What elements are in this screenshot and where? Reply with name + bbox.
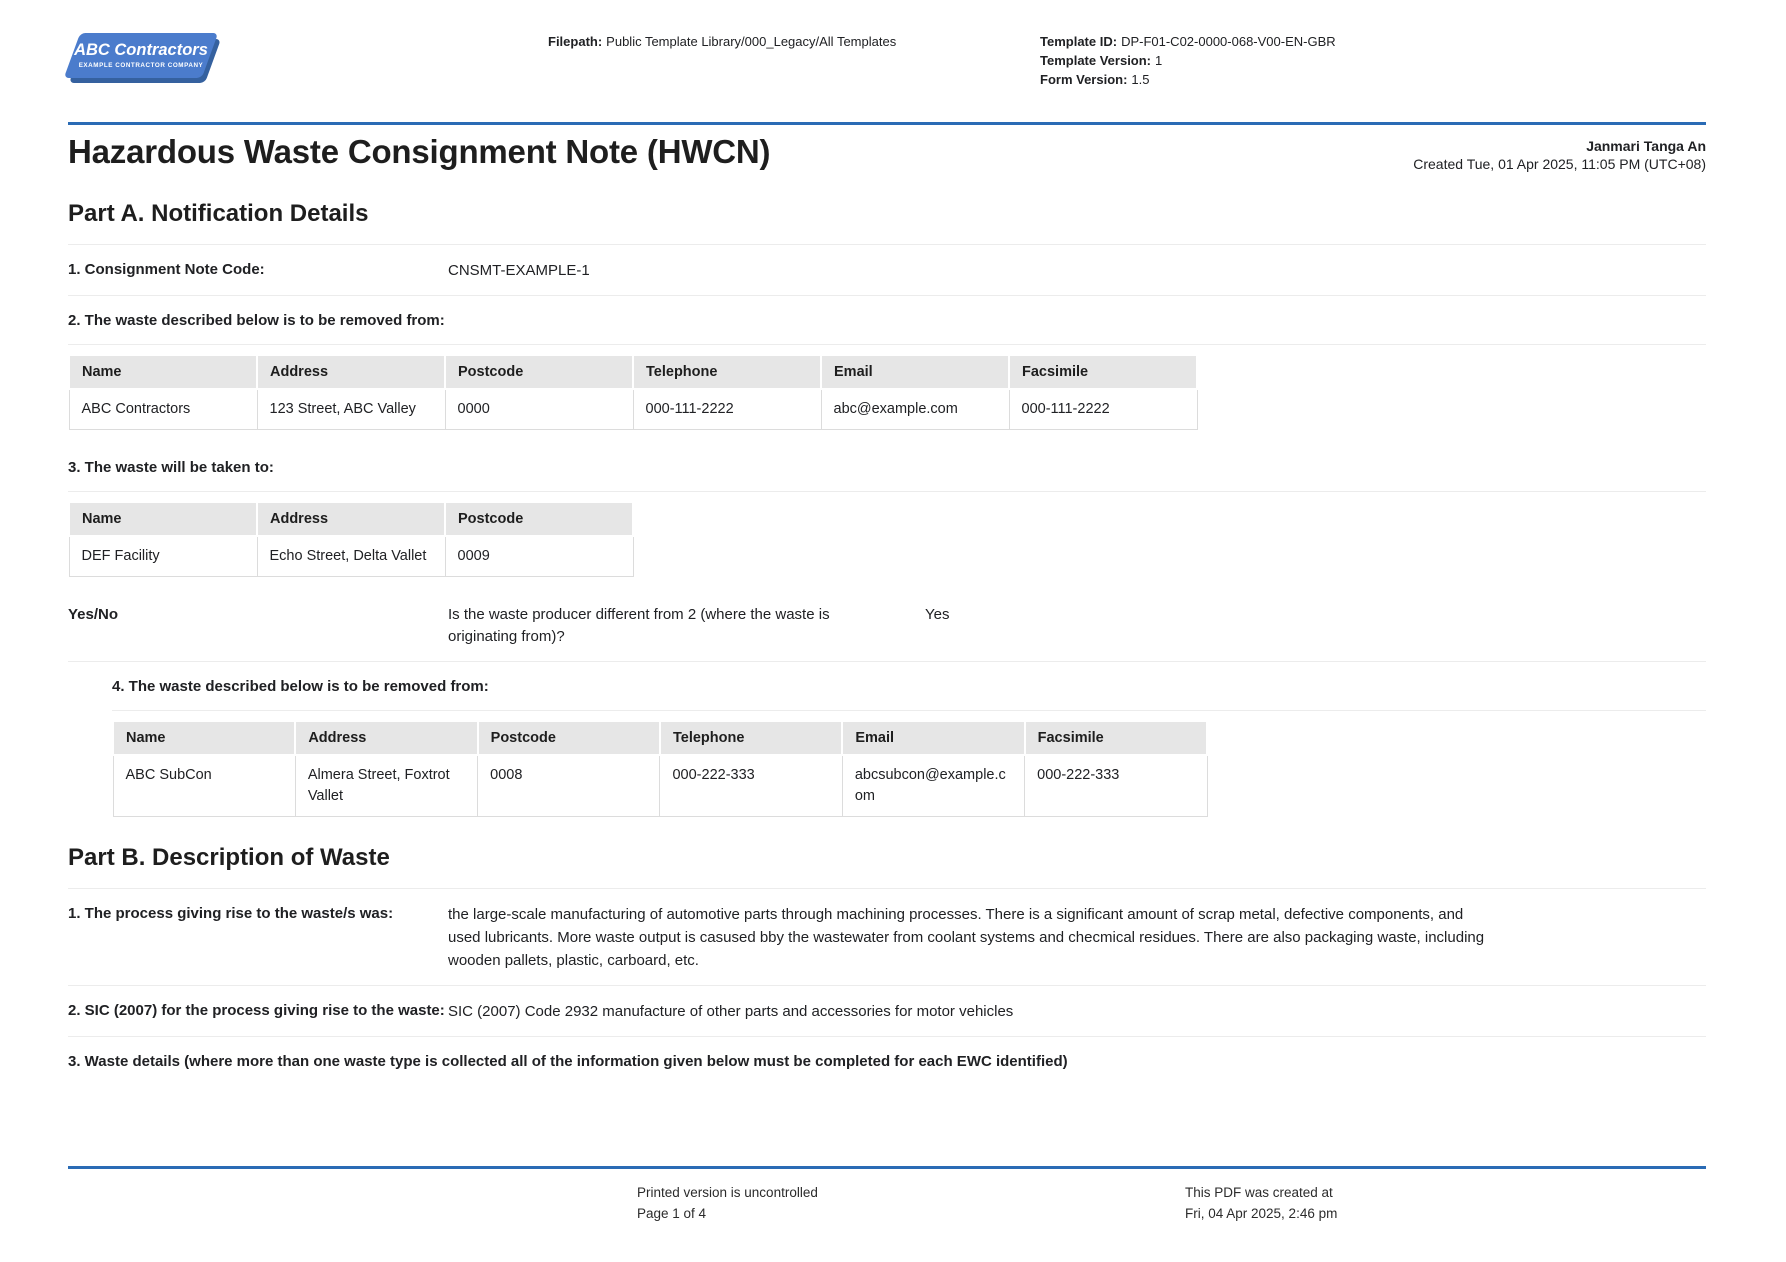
form-version-value: 1.5 bbox=[1131, 72, 1150, 87]
document-header bbox=[68, 30, 1706, 104]
cell-address: Echo Street, Delta Vallet bbox=[257, 536, 445, 577]
table-row bbox=[69, 536, 633, 577]
consignment-note-code-row bbox=[68, 245, 1706, 296]
cell-name: DEF Facility bbox=[69, 536, 257, 577]
cell-facsimile: 000-222-333 bbox=[1025, 755, 1207, 817]
cell-postcode: 0008 bbox=[478, 755, 660, 817]
filepath-value: Public Template Library/000_Legacy/All Templates bbox=[606, 34, 897, 49]
form-version-row bbox=[1040, 70, 1336, 89]
cell-telephone: 000-222-333 bbox=[660, 755, 842, 817]
template-version-value: 1 bbox=[1155, 53, 1163, 68]
sic-row bbox=[68, 986, 1706, 1037]
template-version-row bbox=[1040, 51, 1336, 70]
template-id-label: Template ID: bbox=[1040, 34, 1118, 49]
col-facsimile: Facsimile bbox=[1009, 355, 1197, 389]
creator-info bbox=[1413, 137, 1706, 173]
cell-postcode: 0000 bbox=[445, 389, 633, 430]
template-version-label: Template Version: bbox=[1040, 53, 1152, 68]
col-name: Name bbox=[69, 502, 257, 536]
taken-to-row bbox=[68, 443, 1706, 492]
filepath-label: Filepath: bbox=[548, 34, 603, 49]
form-version-label: Form Version: bbox=[1040, 72, 1128, 87]
template-id-row bbox=[1040, 32, 1336, 51]
cell-email: abcsubcon@example.com bbox=[842, 755, 1024, 817]
cell-email: abc@example.com bbox=[821, 389, 1009, 430]
yes-no-answer: Yes bbox=[925, 606, 950, 623]
footer-created-timestamp: Fri, 04 Apr 2025, 2:46 pm bbox=[1185, 1206, 1338, 1221]
consignment-note-code-label: 1. Consignment Note Code: bbox=[68, 261, 265, 278]
cell-address: 123 Street, ABC Valley bbox=[257, 389, 445, 430]
removed-from-4-row bbox=[112, 662, 1706, 711]
yes-no-question: Is the waste producer different from 2 (where the waste is originating from)? bbox=[448, 606, 830, 645]
col-address: Address bbox=[295, 721, 477, 755]
header-divider-rule bbox=[68, 122, 1706, 125]
footer-left bbox=[637, 1182, 818, 1224]
cell-facsimile: 000-111-2222 bbox=[1009, 389, 1197, 430]
template-info bbox=[1040, 32, 1336, 89]
col-address: Address bbox=[257, 355, 445, 389]
removed-from-row bbox=[68, 296, 1706, 345]
template-id-value: DP-F01-C02-0000-068-V00-EN-GBR bbox=[1121, 34, 1336, 49]
taken-to-label: 3. The waste will be taken to: bbox=[68, 459, 274, 476]
sic-label: 2. SIC (2007) for the process giving rise to the waste: bbox=[68, 1002, 445, 1019]
col-email: Email bbox=[821, 355, 1009, 389]
creator-name: Janmari Tanga An bbox=[1586, 138, 1706, 154]
filepath bbox=[548, 32, 896, 51]
yes-no-row bbox=[68, 590, 1706, 662]
table-header-row bbox=[69, 355, 1197, 389]
page-title: Hazardous Waste Consignment Note (HWCN) bbox=[68, 133, 771, 170]
consignment-note-code-value: CNSMT-EXAMPLE-1 bbox=[448, 262, 590, 279]
table-row bbox=[69, 389, 1197, 430]
col-address: Address bbox=[257, 502, 445, 536]
col-email: Email bbox=[842, 721, 1024, 755]
cell-name: ABC SubCon bbox=[113, 755, 295, 817]
process-row bbox=[68, 889, 1706, 986]
col-postcode: Postcode bbox=[445, 355, 633, 389]
footer-divider-rule bbox=[68, 1166, 1706, 1169]
cell-address: Almera Street, Foxtrot Vallet bbox=[295, 755, 477, 817]
process-label: 1. The process giving rise to the waste/s was: bbox=[68, 905, 394, 922]
col-telephone: Telephone bbox=[633, 355, 821, 389]
footer-created-note: This PDF was created at bbox=[1185, 1185, 1333, 1200]
col-telephone: Telephone bbox=[660, 721, 842, 755]
table-header-row bbox=[113, 721, 1207, 755]
company-logo bbox=[68, 32, 220, 84]
footer-right bbox=[1185, 1182, 1337, 1224]
logo-title: ABC Contractors bbox=[74, 41, 208, 59]
footer-page-number: Page 1 of 4 bbox=[637, 1206, 707, 1221]
removed-from-4-table bbox=[112, 720, 1208, 817]
col-facsimile: Facsimile bbox=[1025, 721, 1207, 755]
footer-uncontrolled-note: Printed version is uncontrolled bbox=[637, 1185, 818, 1200]
table-header-row bbox=[69, 502, 633, 536]
part-b-heading: Part B. Description of Waste bbox=[68, 844, 390, 871]
sic-value: SIC (2007) Code 2932 manufacture of other parts and accessories for motor vehicles bbox=[448, 1003, 1014, 1020]
table-row bbox=[113, 755, 1207, 817]
taken-to-table bbox=[68, 501, 634, 577]
part-a-heading: Part A. Notification Details bbox=[68, 200, 369, 227]
waste-details-label: 3. Waste details (where more than one waste type is collected all of the information given below must be completed for each EWC identified) bbox=[68, 1053, 1068, 1070]
removed-from-label: 2. The waste described below is to be removed from: bbox=[68, 312, 445, 329]
removed-from-4-label: 4. The waste described below is to be removed from: bbox=[112, 678, 489, 695]
logo-subtitle: EXAMPLE CONTRACTOR COMPANY bbox=[78, 62, 204, 69]
cell-telephone: 000-111-2222 bbox=[633, 389, 821, 430]
process-value: the large-scale manufacturing of automotive parts through machining processes. There is a significant amount of scrap metal, defective components, and used lubricants. More waste output is casused bby the wastewater from coolant systems and checmical residues. There are also packaging waste, including wooden pallets, plastic, carboard, etc. bbox=[448, 906, 1485, 969]
yes-no-label: Yes/No bbox=[68, 606, 119, 623]
col-postcode: Postcode bbox=[445, 502, 633, 536]
cell-postcode: 0009 bbox=[445, 536, 633, 577]
col-name: Name bbox=[113, 721, 295, 755]
waste-details-row bbox=[68, 1037, 1706, 1085]
section-4-block bbox=[112, 662, 1706, 817]
cell-name: ABC Contractors bbox=[69, 389, 257, 430]
col-name: Name bbox=[69, 355, 257, 389]
created-timestamp: Created Tue, 01 Apr 2025, 11:05 PM (UTC+08) bbox=[1413, 156, 1706, 172]
removed-from-table bbox=[68, 354, 1198, 430]
col-postcode: Postcode bbox=[478, 721, 660, 755]
